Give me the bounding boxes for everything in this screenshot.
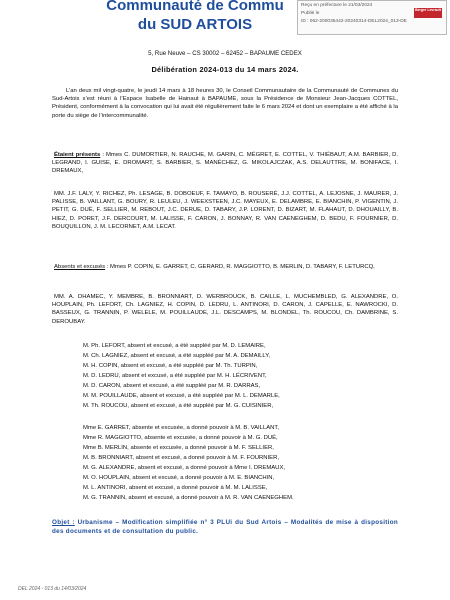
objet-label: Objet : [52,519,75,526]
list-item: M. Ph. LEFORT, absent et excusé, a été suppléé par M. D. LEMAIRE, [83,343,266,349]
presents-men: MM. J.F. LALY, Y. RICHEZ, Ph. LESAGE, B. DOBOEUF, F. TAMAYO, B. ROUSERÉ, J.J. COTTEL, A. LEJOSNE, J. MAURER, J. PALISSE, B. VAILLANT, G. BOURY, R. LEULEU, J. WEEXSTEEN, J.C. MAYEUX, E. DELAMBRE, E. BIANCHIN, P. VIGENTIN, J. PETIT, G. DUÉ, F. SELLIER, M. REBOUT, J.C. DERUE, D. TABARY, J.P. LORENT, D. BIZART, M. FLAHAUT, D. DHOUAILLY, B. HIEZ, D. PORET, J.F. DERCOURT, M. LALISSE, F. CARON, J. BONNAY, R. VAN CAENEGHEM, D. BEDU, F. FOURNIER, D. BOUQUILLON, J. M. LECORNET, A.M. LECAT. [52,191,398,230]
address-line: 5, Rue Neuve – CS 30002 – 62452 – BAPAUME CEDEX [148,50,302,57]
absents-paragraph [52,263,398,271]
absents-men-paragraph [52,293,398,326]
presents-paragraph [52,151,398,176]
list-item: M. L. ANTINORI, absent et excusé, a donné pouvoir à M. M. LALISSE, [83,485,268,491]
list-item: M. D. LEDRU, absent et excusé, a été suppléé par M. H. LÉCRIVENT, [83,373,267,379]
list-item: M. M. POUILLAUDE, absent et excusé, a été suppléé par M. L. DEMARLE, [83,393,280,399]
presents-label: Étaient présents [54,152,101,158]
presents-women: : Mmes C. DUMORTIER, N. RAUCHE, M. GARIN, C. MÉGRET, E. COTTEL, V. THIÉBAUT, A.M. BARBIER, D. LEGRAND, I. GUISE, E. DROMART, S. BARBIER, S. MANÉCHEZ, G. MIKOLAJCZAK, A.S. DELAUTTRE, M. BONIFACE, I. DREMAUX, [52,152,398,175]
absents-men: MM. A. DHAMEC, Y. MEMBRE, B. BRONNIART, D. WERBROUCK, B. CAILLE, L. MUCHEMBLED, G. ALEXANDRE, O. HOUPLAIN, Ph. LEFORT, Ch. LAGNIEZ, H. COPIN, D. LEDRU, L. ANTINORI, D. CARON, J. CAPELLE, E. NAWROCKI, D. BASSEUX, G. TRANNIN, P. WELELE, M. POUILLAUDE, J.L. DESCAMPS, M. BLONDEL, Th. ROUCOU, Ch. DAMBRINE, S. DEROUBAY. [52,294,398,325]
prefecture-stamp [297,0,447,35]
list-item: Mme R. MAGGIOTTO, absente et excusée, a donné pouvoir à M. G. DUÉ, [83,435,278,441]
page-footer: DEL 2024 - 013 du 14/03/2024 [18,586,87,592]
intro-text: L’an deux mil vingt-quatre, le jeudi 14 mars à 18 heures 30, le Conseil Communautaire de la Communauté de Communes du Sud-Artois s’est réuni à l’Espace Isabelle de Hainaut à BAPAUME, sous la Présidence de Monsieur Jean-Jacques COTTEL, Président, conformément à la convocation qui lui avait été régulièrement faite le 6 mars 2024 et dont un exemplaire a été affiché à la porte du siège de l’intercommunalité. [52,88,398,119]
intro-paragraph [52,87,398,120]
list-item: M. D. CARON, absent et excusé, a été suppléé par M. R. DARRAS, [83,383,261,389]
list-item: M. G. TRANNIN, absent et excusé, a donné pouvoir à M. R. VAN CAENEGHEM. [83,495,294,501]
list-item: M. B. BRONNIART, absent et excusé, a donné pouvoir à M. F. FOURNIER, [83,455,279,461]
list-item: M. O. HOUPLAIN, absent et excusé, a donné pouvoir à M. E. BIANCHIN, [83,475,275,481]
stamp-line-received: Reçu en préfecture le 21/03/2024 [301,3,373,8]
deliberation-title: Délibération 2024-013 du 14 mars 2024. [151,65,299,74]
list-item: M. H. COPIN, absent et excusé, a été suppléé par M. Th. TURPIN, [83,363,258,369]
list-item: Mme E. GARRET, absente et excusée, a donné pouvoir à M. B. VAILLANT, [83,425,280,431]
list-item: Mme B. MERLIN, absente et excusée, a donné pouvoir à M. F. SELLIER, [83,445,274,451]
header-title-line2: du SUD ARTOIS [137,16,253,33]
stamp-line-id: ID : 062-200035442-20240314-DEL2024_013-DE [301,19,407,24]
stamp-line-published: Publié le [301,11,320,16]
document-header-title [100,0,290,34]
header-title-line1: Communauté de Commu [106,0,284,14]
list-item: M. Ch. LAGNIEZ, absent et excusé, a été suppléé par M. A. DEMAILLY, [83,353,271,359]
absents-women: : Mmes P. COPIN, E. GARRET, C. GERARD, R. MAGGIOTTO, B. MERLIN, D. TABARY, F. LETURCQ, [105,264,375,270]
presents-men-paragraph [52,190,398,231]
list-item: M. G. ALEXANDRE, absent et excusé, a donné pouvoir à Mme I. DREMAUX, [83,465,286,471]
absents-label: Absents et excusés [54,264,106,270]
objet-paragraph [52,519,398,536]
list-item: M. Th. ROUCOU, absent et excusé, a été suppléé par M. G. CUISINIER, [83,403,274,409]
berger-levrault-logo: Berger Levrault [414,8,442,18]
objet-text: Urbanisme – Modification simplifiée n° 3 PLUi du Sud Artois – Modalités de mise à disposition des documents et de consultation du public. [52,519,398,535]
